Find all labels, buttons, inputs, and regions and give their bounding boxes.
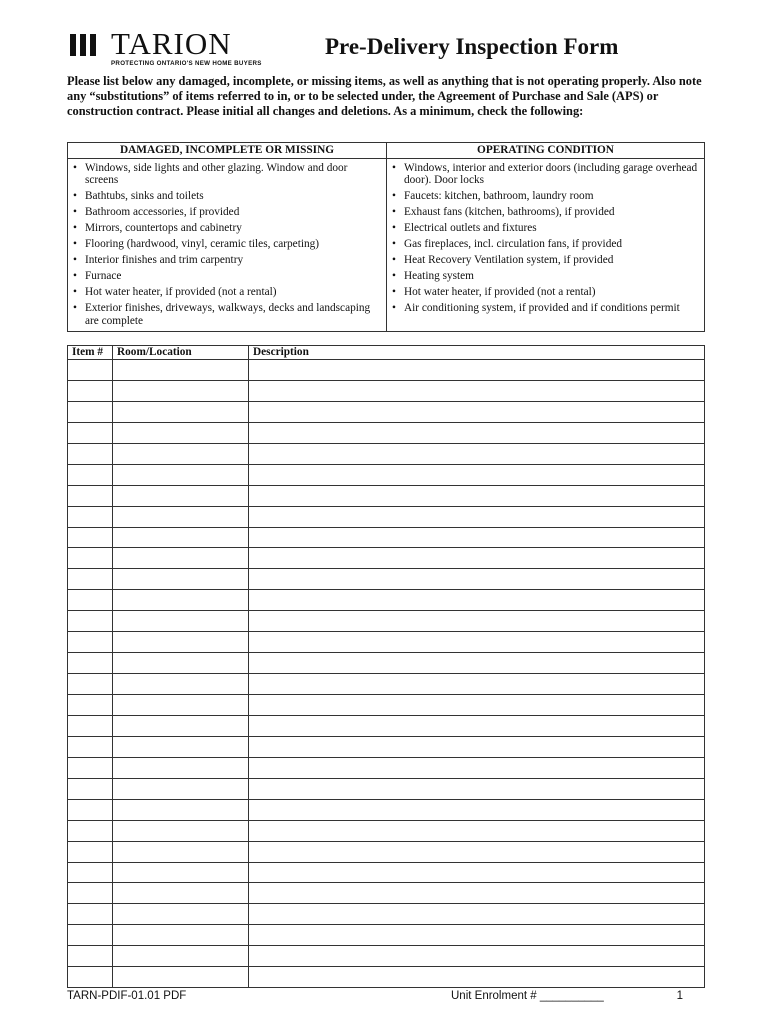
item-number-cell[interactable] — [68, 736, 113, 757]
table-row — [68, 883, 705, 904]
checklist-item: • Electrical outlets and fixtures — [387, 221, 704, 237]
room-location-cell[interactable] — [113, 925, 249, 946]
checklist-column-operating — [386, 143, 704, 331]
checklist-column-damaged — [68, 143, 386, 331]
item-number-cell[interactable] — [68, 695, 113, 716]
table-row — [68, 422, 705, 443]
item-number-cell[interactable] — [68, 778, 113, 799]
table-row — [68, 360, 705, 381]
checklist-item: • Heating system — [387, 268, 704, 284]
description-cell[interactable] — [249, 464, 705, 485]
checklist-item: • Furnace — [68, 268, 386, 284]
room-location-cell[interactable] — [113, 736, 249, 757]
item-number-cell[interactable] — [68, 653, 113, 674]
description-cell[interactable] — [249, 485, 705, 506]
table-row — [68, 862, 705, 883]
item-number-cell[interactable] — [68, 632, 113, 653]
item-number-cell[interactable] — [68, 443, 113, 464]
checklist-item: • Heat Recovery Ventilation system, if provided — [387, 252, 704, 268]
item-number-cell[interactable] — [68, 799, 113, 820]
room-location-cell[interactable] — [113, 799, 249, 820]
checklist-item: • Windows, side lights and other glazing. Window and door screens — [68, 160, 386, 189]
description-cell[interactable] — [249, 820, 705, 841]
room-location-cell[interactable] — [113, 674, 249, 695]
table-row — [68, 401, 705, 422]
room-location-cell[interactable] — [113, 967, 249, 988]
description-cell[interactable] — [249, 401, 705, 422]
description-cell[interactable] — [249, 422, 705, 443]
description-cell[interactable] — [249, 527, 705, 548]
room-location-cell[interactable] — [113, 715, 249, 736]
item-number-cell[interactable] — [68, 380, 113, 401]
room-location-cell[interactable] — [113, 485, 249, 506]
description-cell[interactable] — [249, 674, 705, 695]
item-number-cell[interactable] — [68, 611, 113, 632]
table-row — [68, 443, 705, 464]
item-number-cell[interactable] — [68, 967, 113, 988]
instructions-paragraph: Please list below any damaged, incomplete, or missing items, as well as anything that is not operating properly. Also note any “substitutions” of items referred to in, or to be selected under, the Agreement of Purchase and Sale (APS) or construction contract. Please initial all changes and deletions. As a minimum, check the following: — [67, 74, 702, 118]
page-title: Pre-Delivery Inspection Form — [325, 34, 619, 59]
form-code: TARN-PDIF-01.01 PDF — [67, 990, 187, 1002]
table-row — [68, 506, 705, 527]
document-header — [67, 26, 707, 74]
room-location-cell[interactable] — [113, 590, 249, 611]
description-cell[interactable] — [249, 967, 705, 988]
table-row — [68, 967, 705, 988]
unit-enrolment-field: Unit Enrolment # __________ — [451, 990, 604, 1002]
item-number-cell[interactable] — [68, 757, 113, 778]
checklist-item: • Gas fireplaces, incl. circulation fans, if provided — [387, 237, 704, 253]
table-header-row — [68, 346, 705, 360]
item-number-cell[interactable] — [68, 360, 113, 381]
room-location-cell[interactable] — [113, 695, 249, 716]
item-number-cell[interactable] — [68, 841, 113, 862]
room-location-cell[interactable] — [113, 632, 249, 653]
table-row — [68, 715, 705, 736]
table-row — [68, 841, 705, 862]
table-row — [68, 695, 705, 716]
description-cell[interactable] — [249, 736, 705, 757]
description-cell[interactable] — [249, 548, 705, 569]
table-row — [68, 925, 705, 946]
logo-wordmark: TARION — [111, 26, 232, 61]
table-row — [68, 820, 705, 841]
page-footer — [67, 990, 683, 1006]
room-location-cell[interactable] — [113, 548, 249, 569]
checklist-list-damaged — [68, 159, 386, 331]
item-number-cell[interactable] — [68, 715, 113, 736]
checklist-item: • Windows, interior and exterior doors (including garage overhead door). Door locks — [387, 160, 704, 189]
description-cell[interactable] — [249, 569, 705, 590]
room-location-cell[interactable] — [113, 380, 249, 401]
room-location-cell[interactable] — [113, 946, 249, 967]
item-number-cell[interactable] — [68, 569, 113, 590]
room-location-cell[interactable] — [113, 527, 249, 548]
room-location-cell[interactable] — [113, 841, 249, 862]
description-cell[interactable] — [249, 380, 705, 401]
table-row — [68, 904, 705, 925]
table-row — [68, 632, 705, 653]
description-cell[interactable] — [249, 506, 705, 527]
item-number-cell[interactable] — [68, 422, 113, 443]
table-row — [68, 778, 705, 799]
checklist-item: • Flooring (hardwood, vinyl, ceramic tiles, carpeting) — [68, 237, 386, 253]
room-location-cell[interactable] — [113, 422, 249, 443]
table-row — [68, 569, 705, 590]
description-cell[interactable] — [249, 946, 705, 967]
tarion-logo — [67, 26, 272, 72]
item-number-cell[interactable] — [68, 527, 113, 548]
description-cell[interactable] — [249, 925, 705, 946]
item-number-cell[interactable] — [68, 946, 113, 967]
table-row — [68, 527, 705, 548]
checklist-item: • Mirrors, countertops and cabinetry — [68, 221, 386, 237]
description-cell[interactable] — [249, 799, 705, 820]
column-header-description: Description — [249, 346, 705, 360]
checklist-item: • Hot water heater, if provided (not a rental) — [68, 284, 386, 300]
item-number-cell[interactable] — [68, 401, 113, 422]
item-number-cell[interactable] — [68, 862, 113, 883]
table-row — [68, 380, 705, 401]
room-location-cell[interactable] — [113, 653, 249, 674]
item-number-cell[interactable] — [68, 590, 113, 611]
checklist-item: • Exterior finishes, driveways, walkways, decks and landscaping are complete — [68, 300, 386, 329]
item-number-cell[interactable] — [68, 820, 113, 841]
checklist-heading-damaged: DAMAGED, INCOMPLETE OR MISSING — [68, 143, 386, 159]
description-cell[interactable] — [249, 632, 705, 653]
page-number: 1 — [676, 990, 683, 1002]
item-number-cell[interactable] — [68, 506, 113, 527]
checklist-item: • Faucets: kitchen, bathroom, laundry room — [387, 189, 704, 205]
room-location-cell[interactable] — [113, 778, 249, 799]
item-number-cell[interactable] — [68, 485, 113, 506]
table-row — [68, 799, 705, 820]
description-cell[interactable] — [249, 715, 705, 736]
checklist-item: • Bathroom accessories, if provided — [68, 205, 386, 221]
checklist-heading-operating: OPERATING CONDITION — [387, 143, 704, 159]
item-number-cell[interactable] — [68, 464, 113, 485]
item-number-cell[interactable] — [68, 674, 113, 695]
item-number-cell[interactable] — [68, 904, 113, 925]
inspection-checklist — [67, 142, 705, 332]
table-row — [68, 674, 705, 695]
deficiency-log-table — [67, 345, 705, 988]
description-cell[interactable] — [249, 360, 705, 381]
room-location-cell[interactable] — [113, 883, 249, 904]
table-row — [68, 548, 705, 569]
description-cell[interactable] — [249, 841, 705, 862]
table-row — [68, 946, 705, 967]
description-cell[interactable] — [249, 883, 705, 904]
checklist-item: • Air conditioning system, if provided and if conditions permit — [387, 300, 704, 316]
room-location-cell[interactable] — [113, 401, 249, 422]
table-row — [68, 653, 705, 674]
room-location-cell[interactable] — [113, 904, 249, 925]
table-row — [68, 611, 705, 632]
room-location-cell[interactable] — [113, 443, 249, 464]
room-location-cell[interactable] — [113, 611, 249, 632]
description-cell[interactable] — [249, 695, 705, 716]
table-row — [68, 464, 705, 485]
checklist-item: • Hot water heater, if provided (not a rental) — [387, 284, 704, 300]
table-row — [68, 736, 705, 757]
description-cell[interactable] — [249, 862, 705, 883]
logo-tagline: PROTECTING ONTARIO'S NEW HOME BUYERS — [111, 60, 262, 67]
table-row — [68, 485, 705, 506]
description-cell[interactable] — [249, 904, 705, 925]
description-cell[interactable] — [249, 757, 705, 778]
checklist-list-operating — [387, 159, 704, 318]
checklist-item: • Exhaust fans (kitchen, bathrooms), if provided — [387, 205, 704, 221]
item-number-cell[interactable] — [68, 883, 113, 904]
column-header-room: Room/Location — [113, 346, 249, 360]
description-cell[interactable] — [249, 653, 705, 674]
room-location-cell[interactable] — [113, 360, 249, 381]
room-location-cell[interactable] — [113, 506, 249, 527]
table-body — [68, 360, 705, 988]
room-location-cell[interactable] — [113, 464, 249, 485]
item-number-cell[interactable] — [68, 548, 113, 569]
room-location-cell[interactable] — [113, 757, 249, 778]
checklist-item: • Interior finishes and trim carpentry — [68, 252, 386, 268]
table-row — [68, 757, 705, 778]
room-location-cell[interactable] — [113, 569, 249, 590]
description-cell[interactable] — [249, 778, 705, 799]
room-location-cell[interactable] — [113, 862, 249, 883]
column-header-item: Item # — [68, 346, 113, 360]
checklist-item: • Bathtubs, sinks and toilets — [68, 189, 386, 205]
logo-bars-icon — [70, 34, 96, 56]
description-cell[interactable] — [249, 443, 705, 464]
item-number-cell[interactable] — [68, 925, 113, 946]
table-row — [68, 590, 705, 611]
description-cell[interactable] — [249, 590, 705, 611]
room-location-cell[interactable] — [113, 820, 249, 841]
description-cell[interactable] — [249, 611, 705, 632]
